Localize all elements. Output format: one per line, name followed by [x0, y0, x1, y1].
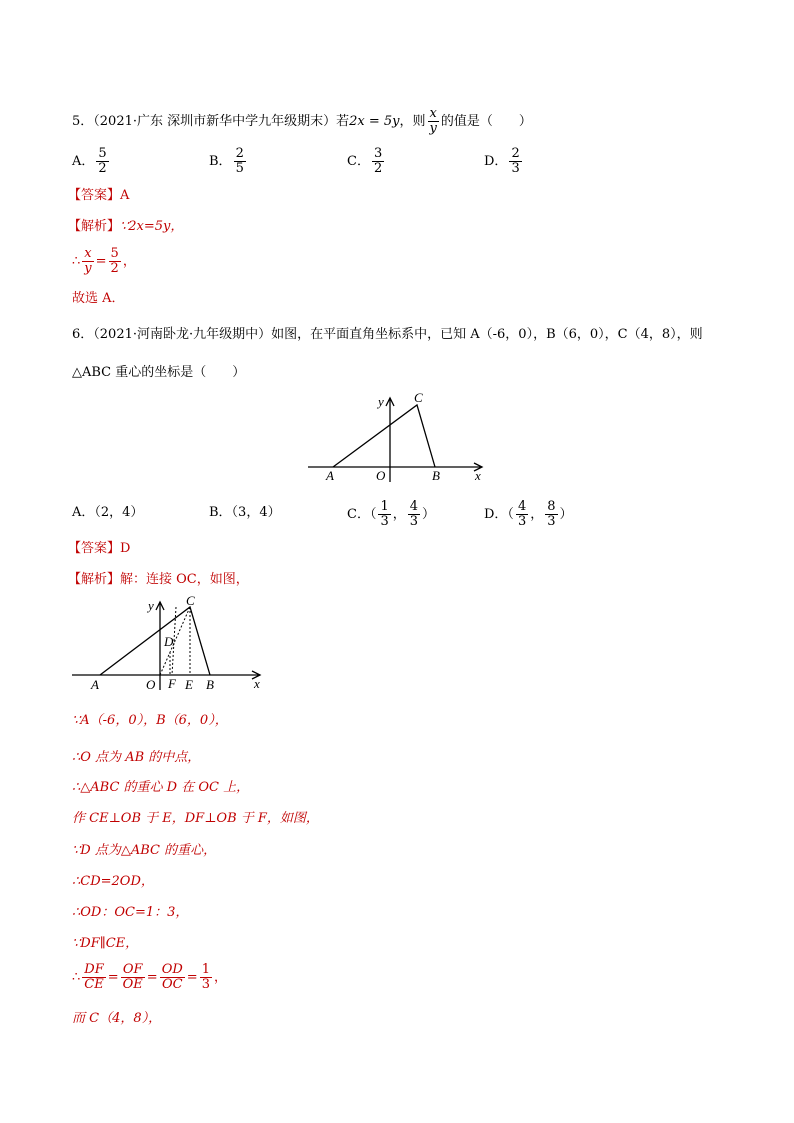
q6-ratio-f1d: CE	[84, 977, 104, 992]
q6-step-2: ∴O 点为 AB 的中点，	[72, 750, 201, 765]
q5-analysis-right-fraction	[109, 247, 121, 276]
q6-last-line: 而 C（4，8），	[72, 1011, 162, 1026]
q5-analysis-right-num: 5	[110, 246, 119, 261]
q6-figure	[300, 388, 490, 486]
q5-stem-fraction	[428, 107, 439, 136]
q6-option-c-frac1	[378, 500, 390, 529]
q6-ratio-frac3	[160, 963, 185, 992]
q6-option-c-d1: 3	[380, 514, 389, 529]
q6-step-7: ∴OD：OC=1：3，	[72, 905, 189, 920]
label-b: B	[432, 468, 440, 483]
q6-ratio-suffix: ，	[213, 970, 227, 985]
q6-step-5: ∵D 点为△ABC 的重心，	[72, 843, 217, 858]
q6-option-a: A．（2，4）	[72, 505, 144, 520]
q5-option-d-num: 2	[511, 146, 520, 161]
q5-analysis	[68, 218, 183, 236]
q6-option-c	[347, 500, 435, 529]
q6-analysis-intro: 解：连接 OC，如图，	[120, 572, 249, 587]
q6-step-6: ∴CD=2OD，	[72, 874, 154, 889]
label-a: A	[326, 468, 334, 483]
q5-analysis-line1: ∵2x=5y，	[120, 219, 184, 234]
q5-option-c-label: C．	[347, 154, 370, 169]
q5-answer	[68, 187, 129, 205]
q6-ratio-f1n: DF	[84, 962, 104, 977]
triangle-abc	[333, 405, 435, 467]
label-o: O	[376, 468, 386, 483]
q6-option-d-suffix: ）	[559, 507, 573, 522]
q6-option-d-frac2	[545, 500, 557, 529]
q6-ratio-prefix: ∴	[72, 970, 81, 985]
q6-ratio-f4d: 3	[201, 977, 210, 992]
q5-stem-mid: ，则	[399, 114, 426, 129]
q5-analysis-left-fraction	[82, 247, 93, 276]
q5-option-c	[347, 147, 386, 176]
q6-option-c-prefix: C．（	[347, 507, 377, 522]
q6-option-d-sep: ，	[530, 507, 544, 522]
q6-ratio-eq2: =	[146, 970, 158, 985]
q6-option-d	[484, 500, 573, 529]
sol-label-a: A	[91, 677, 99, 692]
q6-option-c-suffix: ）	[422, 507, 436, 522]
sol-label-b: B	[206, 677, 214, 692]
q5-stem-frac-den: y	[429, 121, 437, 136]
q5-analysis-tag: 【解析】	[68, 219, 121, 234]
q6-option-c-frac2	[408, 500, 420, 529]
q5-analysis-line2	[72, 247, 136, 276]
q5-option-c-den: 2	[373, 161, 383, 176]
q6-option-d-d2: 3	[547, 514, 556, 529]
q5-conclusion: 故选 A．	[72, 291, 125, 306]
q6-option-d-n2: 8	[547, 499, 556, 514]
label-x: x	[475, 468, 481, 483]
q5-answer-value: A	[120, 188, 130, 203]
q5-option-a-fraction	[96, 147, 108, 176]
q6-ratio-f3n: OD	[161, 962, 183, 977]
q6-option-c-n1: 1	[380, 499, 389, 514]
q5-option-d	[484, 147, 524, 176]
q6-answer-tag: 【答案】	[68, 541, 121, 556]
q5-answer-tag: 【答案】	[68, 188, 121, 203]
q6-step-8: ∵DF∥CE，	[72, 936, 139, 951]
q6-ratio-eq1: =	[107, 970, 119, 985]
q5-analysis-right-den: 2	[110, 261, 119, 276]
q5-option-b-num: 2	[235, 146, 244, 161]
sol-label-y: y	[148, 598, 154, 613]
label-c: C	[414, 390, 423, 405]
q6-ratio-frac4	[200, 963, 212, 992]
sol-label-d: D	[164, 634, 174, 649]
q6-analysis	[68, 571, 249, 589]
q6-answer-value: D	[120, 541, 131, 556]
q5-option-a	[72, 147, 111, 176]
q6-ratio-frac2	[121, 963, 145, 992]
q5-stem	[72, 107, 532, 136]
q6-stem-line1: 6．（2021·河南卧龙·九年级期中）如图，在平面直角坐标系中，已知 A（-6，0），B（6，0），C（4，8），则	[72, 327, 703, 342]
sol-label-f: F	[168, 676, 176, 691]
q5-option-b	[209, 147, 248, 176]
q6-stem-line2: △ABC 重心的坐标是（ ）	[72, 365, 246, 380]
q6-option-c-sep: ，	[392, 507, 406, 522]
q6-solution-figure	[68, 592, 268, 694]
q6-option-d-n1: 4	[517, 499, 527, 514]
q5-option-d-den: 3	[511, 161, 520, 176]
q6-ratio-eq3: =	[186, 970, 198, 985]
q6-ratio-f2n: OF	[122, 962, 143, 977]
q5-analysis-line2-prefix: ∴	[72, 254, 81, 269]
q6-option-c-n2: 4	[409, 499, 419, 514]
q6-option-b: B．（3，4）	[209, 505, 281, 520]
q6-ratio-f2d: OE	[122, 977, 143, 992]
q5-option-d-label: D．	[484, 154, 508, 169]
q5-option-c-fraction	[372, 147, 384, 176]
q6-ratio-line	[72, 963, 227, 992]
sol-label-x: x	[254, 676, 260, 691]
q5-option-b-den: 5	[235, 161, 244, 176]
q6-ratio-f3d: OC	[161, 977, 183, 992]
q5-option-a-den: 2	[98, 161, 107, 176]
q6-option-d-prefix: D．（	[484, 507, 514, 522]
q6-step-1: ∵A（-6，0），B（6，0），	[72, 713, 228, 728]
q6-analysis-tag: 【解析】	[68, 572, 121, 587]
q5-stem-prefix: 5．（2021·广东 深圳市新华中学九年级期末）若	[72, 114, 350, 129]
q5-option-a-num: 5	[98, 146, 107, 161]
sol-label-o: O	[146, 677, 156, 692]
q5-analysis-left-num: x	[84, 246, 92, 261]
q6-step-4: 作 CE⊥OB 于 E，DF⊥OB 于 F，如图，	[72, 811, 319, 826]
q5-option-c-num: 3	[373, 146, 383, 161]
q6-option-c-d2: 3	[409, 514, 419, 529]
q5-option-d-fraction	[509, 147, 521, 176]
q6-answer	[68, 540, 130, 558]
q5-option-a-label: A．	[72, 154, 95, 169]
q6-option-d-d1: 3	[517, 514, 527, 529]
q6-ratio-f4n: 1	[201, 962, 210, 977]
q5-analysis-line2-suffix: ，	[122, 254, 136, 269]
q6-option-d-frac1	[516, 500, 528, 529]
q5-option-b-label: B．	[209, 154, 232, 169]
q5-analysis-left-den: y	[84, 261, 92, 276]
q5-stem-equation: 2x = 5y	[349, 114, 400, 129]
sol-label-e: E	[185, 677, 193, 692]
q6-step-3: ∴△ABC 的重心 D 在 OC 上，	[72, 780, 250, 795]
sol-label-c: C	[186, 593, 195, 608]
q6-ratio-frac1	[82, 963, 105, 992]
q5-option-b-fraction	[234, 147, 246, 176]
q5-stem-frac-num: x	[429, 106, 437, 121]
sol-triangle-abc	[100, 607, 210, 675]
q5-stem-suffix: 的值是（ ）	[440, 114, 532, 129]
q5-analysis-line2-eq: =	[95, 254, 107, 269]
label-y: y	[378, 394, 384, 409]
